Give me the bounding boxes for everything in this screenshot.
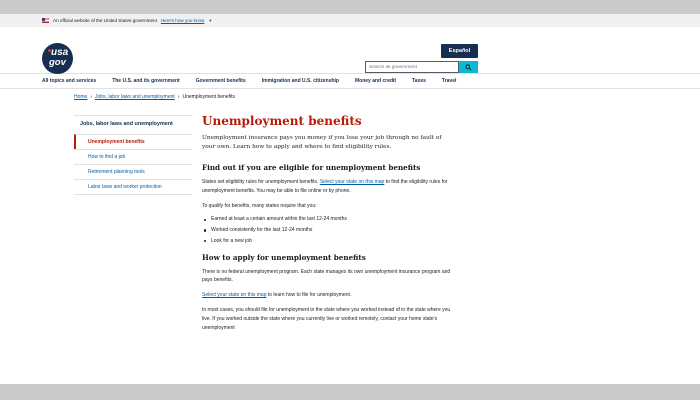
intro-text: Unemployment insurance pays you money if you lose your job through no fault of your own. Learn how to apply and where to find eligibility rules. [202,135,442,150]
search-button[interactable] [459,61,478,73]
requirements-list [202,216,452,244]
gov-banner [0,14,700,27]
chevron-down-icon[interactable]: ▼ [208,18,213,23]
us-flag-icon [42,18,49,23]
breadcrumb [74,94,235,100]
breadcrumb-current: Unemployment benefits [182,94,235,100]
logo-line2: gov [49,57,66,68]
breadcrumb-separator-icon: › [90,94,93,100]
nav-item-taxes[interactable]: Taxes [412,78,426,84]
eligibility-paragraph [202,178,452,196]
section-heading-eligibility: Find out if you are eligible for unemployment benefits [202,163,421,172]
nav-item-government-benefits[interactable]: Government benefits [195,78,246,84]
sidebar-item-find-job[interactable]: How to find a job [74,149,192,164]
search-input[interactable] [365,61,459,73]
browser-page [0,14,700,384]
sidebar-heading[interactable]: Jobs, labor laws and unemployment [74,115,192,134]
search-icon [465,64,472,71]
usagov-logo[interactable] [42,43,73,74]
bottom-band [0,384,700,400]
sidebar-item-retirement-tools[interactable]: Retirement planning tools [74,164,192,179]
list-item: Look for a new job [202,238,452,245]
nav-item-immigration[interactable]: Immigration and U.S. citizenship [261,78,339,84]
nav-item-travel[interactable]: Travel [441,78,457,84]
search-form [365,61,478,73]
qualify-paragraph: To qualify for benefits, many states require that you: [202,202,317,209]
select-state-map-link-2[interactable]: Select your state on this map [202,292,267,299]
gov-banner-text: An official website of the United States government [53,18,157,23]
file-state-paragraph: In most cases, you should file for unemployment in the state where you worked instead of in the state where you live. If you worked outside the state where you currently live or worked remotely, contact your home state's unemployment [202,306,451,331]
breadcrumb-separator-icon: › [177,94,180,100]
espanol-button[interactable]: Español [441,44,478,58]
list-item: Worked consistently for the last 12-24 months [202,227,452,234]
main-nav [0,73,700,89]
site-header [0,27,700,73]
nav-item-money-credit[interactable]: Money and credit [354,78,397,84]
sidebar-nav [74,115,192,195]
breadcrumb-home[interactable]: Home [74,94,88,100]
sidebar-item-labor-laws[interactable]: Labor laws and worker protection [74,179,192,195]
sidebar-item-unemployment-benefits[interactable]: Unemployment benefits [74,134,192,149]
page-title: Unemployment benefits [202,114,362,128]
select-state-map-link[interactable]: Select your state on this map [319,179,385,185]
eligibility-text-after: to find the eligibility rules for unemployment benefits. You may be able to file online or by phone. [202,179,448,194]
main-content [202,114,452,338]
nav-item-all-topics[interactable]: All topics and services [42,78,97,84]
nav-item-us-government[interactable]: The U.S. and its government [112,78,180,84]
select-state-text-after: to learn how to file for unemployment. [266,292,352,299]
section-heading-apply: How to apply for unemployment benefits [202,252,366,262]
list-item: Earned at least a certain amount within the last 12-24 months [202,216,452,223]
no-federal-program-paragraph: There is no federal unemployment program. Each state manages its own unemployment insurance program and pays benefits. [202,268,451,284]
logo-line1: usa [51,47,69,58]
select-state-paragraph [202,291,452,300]
breadcrumb-section[interactable]: Jobs, labor laws and unemployment [95,94,175,100]
eligibility-text-before: States set eligibility rules for unemployment benefits. [202,179,320,185]
heres-how-you-know-link[interactable]: Here's how you know [160,18,205,23]
